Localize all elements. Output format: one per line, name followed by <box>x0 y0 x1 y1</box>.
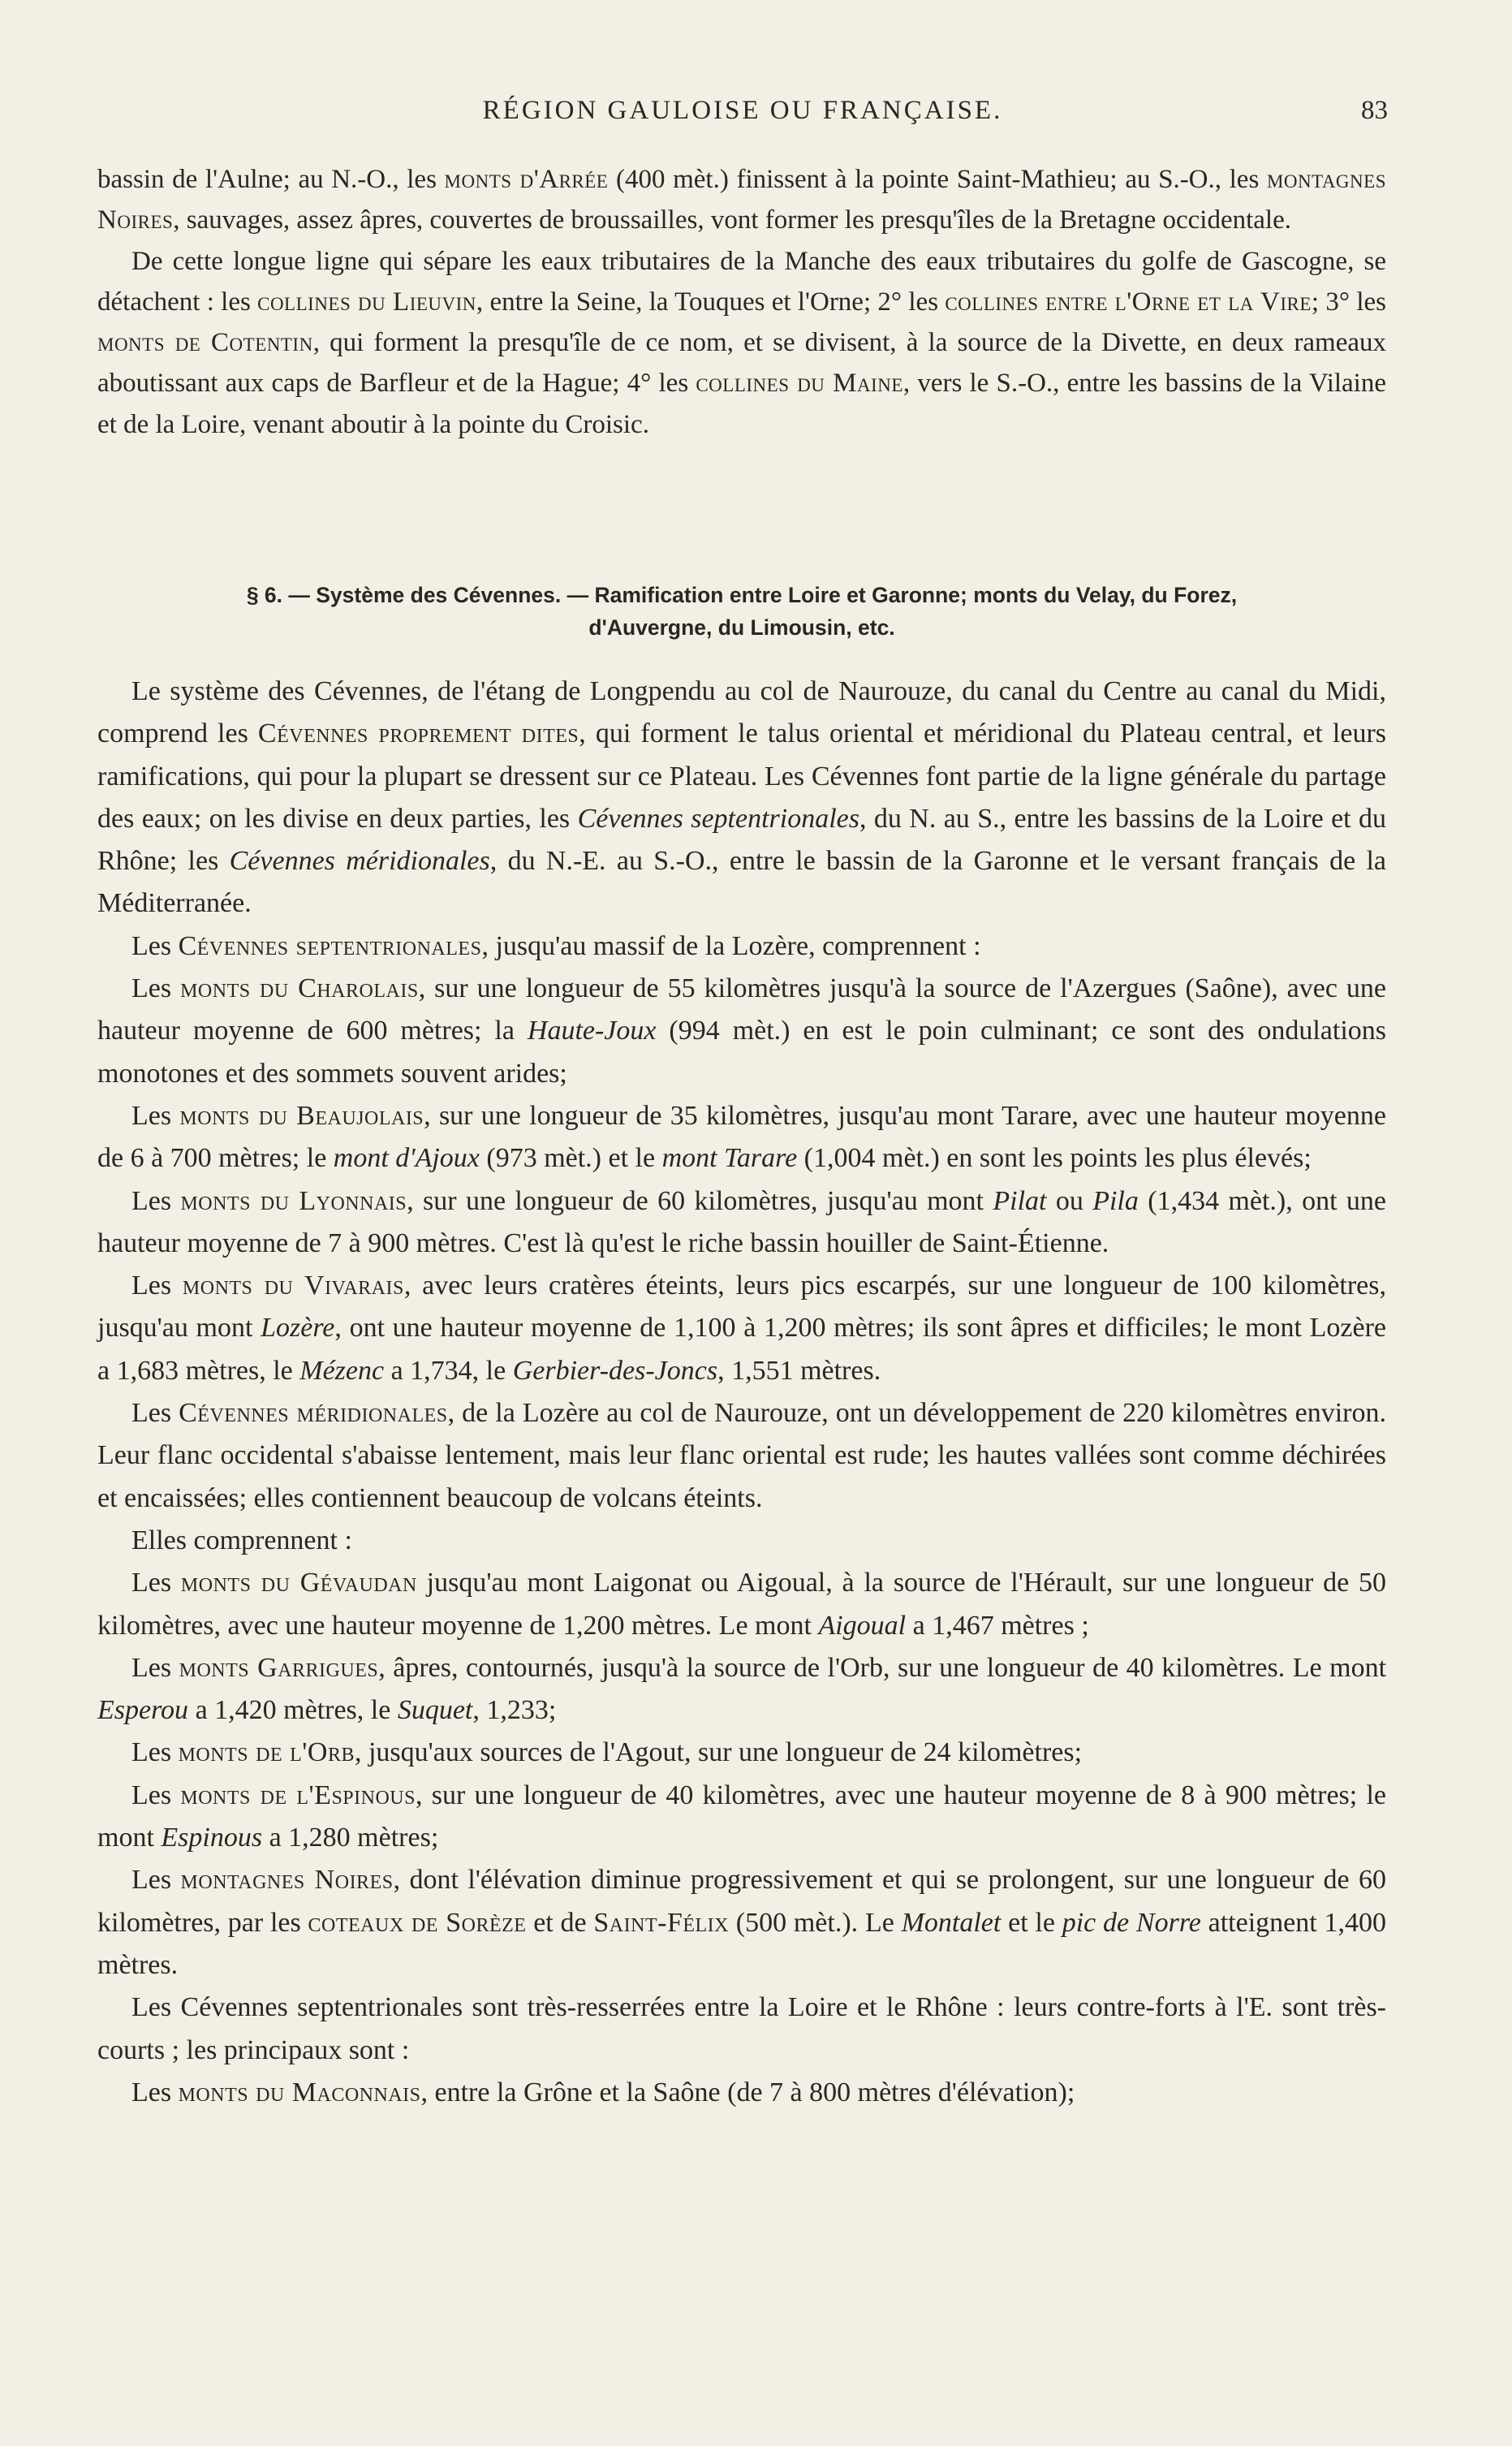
place-name: Mézenc <box>299 1355 385 1386</box>
place-name: Saint-Félix <box>593 1907 729 1938</box>
place-name: monts du Charolais <box>180 973 419 1004</box>
paragraph: De cette longue ligne qui sépare les eaux tributaires de la Manche des eaux tributaires du golfe de Gascogne, se détachent : les collines du Lieuvin, entre la Seine, la Touques et l'Orne; 2° les collines entre l'Orne et la Vire; 3° les monts de Cotentin, qui forment la presqu'île de ce nom, et se divisent, à la source de la Divette, en deux rameaux aboutissant aux caps de Barfleur et de la Hague; 4° les collines du Maine, vers le S.-O., entre les bassins de la Vilaine et de la Loire, venant aboutir à la pointe du Croisic. <box>97 246 1386 439</box>
running-title: RÉGION GAULOISE OU FRANÇAISE. <box>482 96 1003 125</box>
intro-text <box>97 159 1386 445</box>
paragraph: Les monts du Beaujolais, sur une longueur de 35 kilomètres, jusqu'au mont Tarare, avec une hauteur moyenne de 6 à 700 mètres; le mont d'Ajoux (973 mèt.) et le mont Tarare (1,004 mèt.) en sont les points les plus élevés; <box>97 1100 1386 1174</box>
place-name: Pila <box>1092 1185 1139 1216</box>
paragraph: Le système des Cévennes, de l'étang de Longpendu au col de Naurouze, du canal du Centre au canal du Midi, comprend les Cévennes proprement dites, qui forment le talus oriental et méridional du Plateau central, et leurs ramifications, qui pour la plupart se dressent sur ce Plateau. Les Cévennes font partie de la ligne générale du partage des eaux; on les divise en deux parties, les Cévennes septentrionales, du N. au S., entre les bassins de la Loire et du Rhône; les Cévennes méridionales, du N.-E. au S.-O., entre le bassin de la Garonne et le versant français de la Méditerranée. <box>97 676 1387 919</box>
place-name: monts d'Arrée <box>444 165 609 194</box>
paragraph: Les monts de l'Espinous, sur une longueur de 40 kilomètres, avec une hauteur moyenne de 8 à 900 mètres; le mont Espinous a 1,280 mètres; <box>97 1779 1387 1853</box>
place-name: Lozère <box>261 1313 335 1344</box>
place-name: mont Tarare <box>661 1143 798 1174</box>
page-number: 83 <box>1361 96 1388 125</box>
place-name: monts de l'Orb <box>178 1737 355 1768</box>
place-name: coteaux de Sorèze <box>308 1907 527 1938</box>
place-name: collines entre l'Orne et la Vire <box>945 287 1312 317</box>
paragraph: Les Cévennes méridionales, de la Lozère au col de Naurouze, ont un développement de 220 kilomètres environ. Leur flanc occidental s'abaisse lentement, mais leur flanc oriental est rude; les hautes vallées sont comme déchirées et encaissées; elles contiennent beaucoup de volcans éteints. <box>97 1398 1387 1513</box>
paragraph: Les monts de l'Orb, jusqu'aux sources de l'Agout, sur une longueur de 24 kilomètres; <box>131 1737 1083 1768</box>
place-name: Cévennes proprement dites <box>257 718 579 749</box>
place-name: monts du Beaujolais <box>179 1100 424 1131</box>
place-name: mont d'Ajoux <box>333 1143 480 1174</box>
place-name: Cévennes méridionales <box>179 1398 448 1429</box>
place-name: monts du Gévaudan <box>180 1568 417 1598</box>
place-name: Gerbier-des-Joncs <box>512 1355 718 1386</box>
section-heading-line: § 6. — Système des Cévennes. — Ramification entre Loire et Garonne; monts du Velay, du Forez, <box>246 583 1238 607</box>
paragraph: Les monts du Lyonnais, sur une longueur de 60 kilomètres, jusqu'au mont Pilat ou Pila (1,434 mèt.), ont une hauteur moyenne de 7 à 900 mètres. C'est là qu'est le riche bassin houiller de Saint-Étienne. <box>97 1185 1387 1258</box>
paragraph: Elles comprennent : <box>131 1525 352 1555</box>
place-name: Esperou <box>97 1695 189 1726</box>
place-name: Espinous <box>161 1823 263 1853</box>
place-name: collines du Maine <box>696 369 903 399</box>
place-name: Cévennes septentrionales <box>577 803 859 834</box>
paragraph: Les monts Garrigues, âpres, contournés, jusqu'à la source de l'Orb, sur une longueur de 40 kilomètres. Le mont Esperou a 1,420 mètres, le Suquet, 1,233; <box>97 1652 1387 1726</box>
paragraph: bassin de l'Aulne; au N.-O., les monts d'Arrée (400 mèt.) finissent à la pointe Saint-Mathieu; au S.-O., les montagnes Noires, sauvages, assez âpres, couvertes de broussailles, vont former les presqu'îles de la Bretagne occidentale. <box>97 165 1386 235</box>
place-name: montagnes Noires <box>97 165 1386 235</box>
place-name: monts Garrigues <box>179 1652 379 1683</box>
main-text <box>97 671 1386 2114</box>
paragraph: Les monts du Maconnais, entre la Grône et la Saône (de 7 à 800 mètres d'élévation); <box>131 2077 1075 2107</box>
place-name: collines du Lieuvin <box>257 287 476 317</box>
place-name: pic de Norre <box>1062 1907 1201 1938</box>
place-name: Cévennes méridionales <box>229 846 490 877</box>
place-name: monts de Cotentin <box>97 328 313 358</box>
place-name: monts du Lyonnais <box>180 1185 407 1216</box>
place-name: monts du Maconnais <box>178 2077 421 2107</box>
place-name: Suquet <box>397 1695 473 1726</box>
place-name: Aigoual <box>818 1610 907 1641</box>
paragraph: Les Cévennes septentrionales, jusqu'au massif de la Lozère, comprennent : <box>131 930 981 961</box>
place-name: monts du Vivarais <box>182 1270 404 1301</box>
section-heading <box>97 579 1386 644</box>
paragraph: Les monts du Charolais, sur une longueur de 55 kilomètres jusqu'à la source de l'Azergues (Saône), avec une hauteur moyenne de 600 mètres; la Haute-Joux (994 mèt.) en est le poin culminant; ce sont des ondulations monotones et des sommets souvent arides; <box>97 973 1386 1089</box>
place-name: montagnes Noires <box>180 1865 394 1896</box>
place-name: monts de l'Espinous <box>180 1779 416 1810</box>
paragraph: Les montagnes Noires, dont l'élévation diminue progressivement et qui se prolongent, sur une longueur de 60 kilomètres, par les coteaux de Sorèze et de Saint-Félix (500 mèt.). Le Montalet et le pic de Norre atteignent 1,400 mètres. <box>97 1865 1387 1980</box>
place-name: Cévennes septentrionales <box>178 930 482 961</box>
place-name: Pilat <box>993 1185 1047 1216</box>
place-name: Haute-Joux <box>527 1016 657 1046</box>
paragraph: Les Cévennes septentrionales sont très-resserrées entre la Loire et le Rhône : leurs contre-forts à l'E. sont très-courts ; les principaux sont : <box>97 1992 1386 2065</box>
paragraph: Les monts du Gévaudan jusqu'au mont Laigonat ou Aigoual, à la source de l'Hérault, sur une longueur de 50 kilomètres, avec une hauteur moyenne de 1,200 mètres. Le mont Aigoual a 1,467 mètres ; <box>97 1568 1387 1641</box>
section-heading-line: d'Auvergne, du Limousin, etc. <box>588 615 895 640</box>
page-header <box>97 96 1388 145</box>
place-name: Montalet <box>901 1907 1002 1938</box>
paragraph: Les monts du Vivarais, avec leurs cratères éteints, leurs pics escarpés, sur une longueur de 100 kilomètres, jusqu'au mont Lozère, ont une hauteur moyenne de 1,100 à 1,200 mètres; ils sont âpres et difficiles; le mont Lozère a 1,683 mètres, le Mézenc a 1,734, le Gerbier-des-Joncs, 1,551 mètres. <box>97 1270 1386 1386</box>
